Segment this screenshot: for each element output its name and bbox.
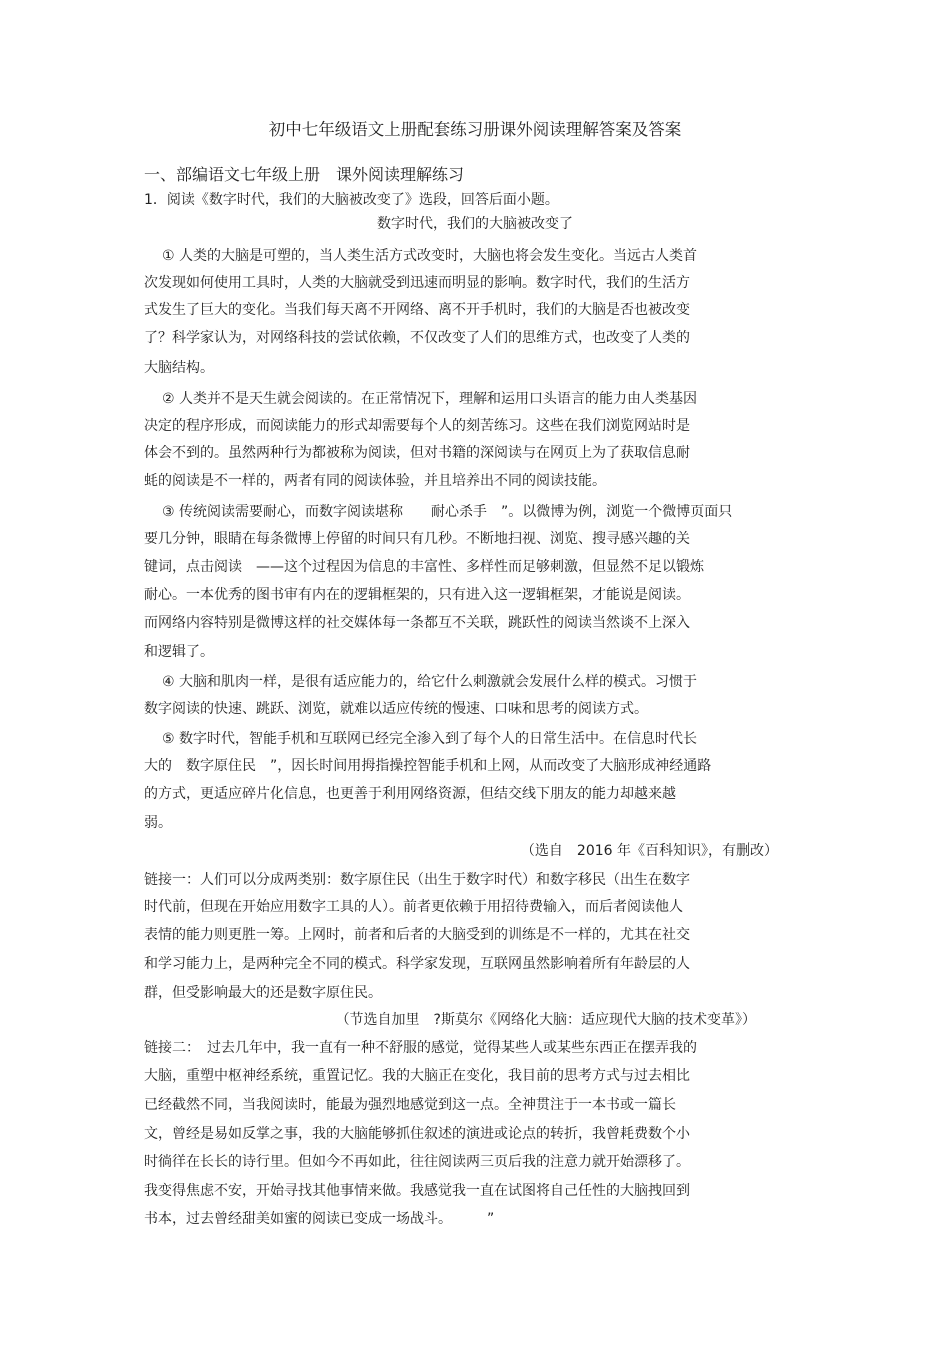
link-one-line: 群，但受影响最大的还是数字原住民。 (144, 985, 382, 1001)
question-intro: 1．阅读《数字时代，我们的大脑被改变了》选段，回答后面小题。 (144, 192, 559, 208)
paragraph-line: ④ 大脑和肌肉一样，是很有适应能力的，给它什么刺激就会发展什么样的模式。习惯于 (162, 674, 697, 690)
paragraph-line: 的方式，更适应碎片化信息，也更善于利用网络资源，但结交线下朋友的能力却越来越 (144, 786, 676, 802)
paragraph-line: ② 人类并不是天生就会阅读的。在正常情况下，理解和运用口头语言的能力由人类基因 (162, 391, 697, 407)
paragraph-line: ③ 传统阅读需要耐心，而数字阅读堪称 耐心杀手 ”。以微博为例，浏览一个微博页面只 (162, 504, 733, 520)
paragraph-line: 耐心。一本优秀的图书审有内在的逻辑框架的，只有进入这一逻辑框架，才能说是阅读。 (144, 587, 690, 603)
paragraph-line: 式发生了巨大的变化。当我们每天离不开网络、离不开手机时，我们的大脑是否也被改变 (144, 302, 690, 318)
link-two-line: 文，曾经是易如反掌之事，我的大脑能够抓住叙述的演进或论点的转折，我曾耗费数个小 (144, 1126, 690, 1142)
section-heading: 一、部编语文七年级上册 课外阅读理解练习 (144, 165, 465, 184)
paragraph-line: 弱。 (144, 815, 172, 831)
link-one-line: 表情的能力则更胜一筹。上网时，前者和后者的大脑受到的训练是不一样的，尤其在社交 (144, 927, 690, 943)
paragraph-line: ⑤ 数字时代，智能手机和互联网已经完全渗入到了每个人的日常生活中。在信息时代长 (162, 731, 697, 747)
article-title: 数字时代，我们的大脑被改变了 (377, 216, 573, 232)
paragraph-line: 数字阅读的快速、跳跃、浏览，就难以适应传统的慢速、口味和思考的阅读方式。 (144, 701, 648, 717)
paragraph-line: 大的 数字原住民 ”，因长时间用拇指操控智能手机和上网，从而改变了大脑形成神经通路 (144, 758, 712, 774)
paragraph-line: 键词，点击阅读 ——这个过程因为信息的丰富性、多样性而足够刺激，但显然不足以锻炼 (144, 559, 704, 575)
paragraph-line: 要几分钟，眼睛在每条微博上停留的时间只有几秒。不断地扫视、浏览、搜寻感兴趣的关 (144, 531, 690, 547)
paragraph-line: 体会不到的。虽然两种行为都被称为阅读，但对书籍的深阅读与在网页上为了获取信息耐 (144, 445, 690, 461)
paragraph-line: 次发现如何使用工具时，人类的大脑就受到迅速而明显的影响。数字时代，我们的生活方 (144, 275, 690, 291)
paragraph-line: 和逻辑了。 (144, 644, 214, 660)
link-two-line: 书本，过去曾经甜美如蜜的阅读已变成一场战斗。 ” (144, 1211, 495, 1227)
paragraph-line: 了？科学家认为，对网络科技的尝试依赖，不仅改变了人们的思维方式，也改变了人类的 (144, 330, 690, 346)
paragraph-line: 而网络内容特别是微博这样的社交媒体每一条都互不关联，跳跃性的阅读当然谈不上深入 (144, 615, 690, 631)
link-one-line: 时代前，但现在开始应用数字工具的人）。前者更依赖于用招待费输入，而后者阅读他人 (144, 899, 683, 915)
paragraph-line: ① 人类的大脑是可塑的，当人类生活方式改变时，大脑也将会发生变化。当远古人类首 (162, 248, 697, 264)
paragraph-line: 大脑结构。 (144, 360, 214, 376)
paragraph-line: 蚝的阅读是不一样的，两者有同的阅读体验，并且培养出不同的阅读技能。 (144, 473, 606, 489)
source-citation: （节选自加里 ?斯莫尔《网络化大脑：适应现代大脑的技术变革》） (335, 1012, 756, 1028)
link-two-line: 时徜徉在长长的诗行里。但如今不再如此，往往阅读两三页后我的注意力就开始漂移了。 (144, 1154, 690, 1170)
source-citation: （选自 2016 年《百科知识》，有删改） (520, 843, 778, 859)
link-two-line: 大脑，重塑中枢神经系统，重置记忆。我的大脑正在变化，我目前的思考方式与过去相比 (144, 1068, 690, 1084)
paragraph-line: 决定的程序形成，而阅读能力的形式却需要每个人的刻苦练习。这些在我们浏览网站时是 (144, 418, 690, 434)
link-two-line: 链接二： 过去几年中，我一直有一种不舒服的感觉，觉得某些人或某些东西正在摆弄我的 (144, 1040, 697, 1056)
document-title: 初中七年级语文上册配套练习册课外阅读理解答案及答案 (268, 120, 682, 139)
link-two-line: 我变得焦虑不安，开始寻找其他事情来做。我感觉我一直在试图将自己任性的大脑拽回到 (144, 1183, 690, 1199)
link-one-line: 链接一：人们可以分成两类别：数字原住民（出生于数字时代）和数字移民（出生在数字 (144, 872, 690, 888)
link-two-line: 已经截然不同，当我阅读时，能最为强烈地感觉到这一点。全神贯注于一本书或一篇长 (144, 1097, 676, 1113)
link-one-line: 和学习能力上，是两种完全不同的模式。科学家发现，互联网虽然影响着所有年龄层的人 (144, 956, 690, 972)
